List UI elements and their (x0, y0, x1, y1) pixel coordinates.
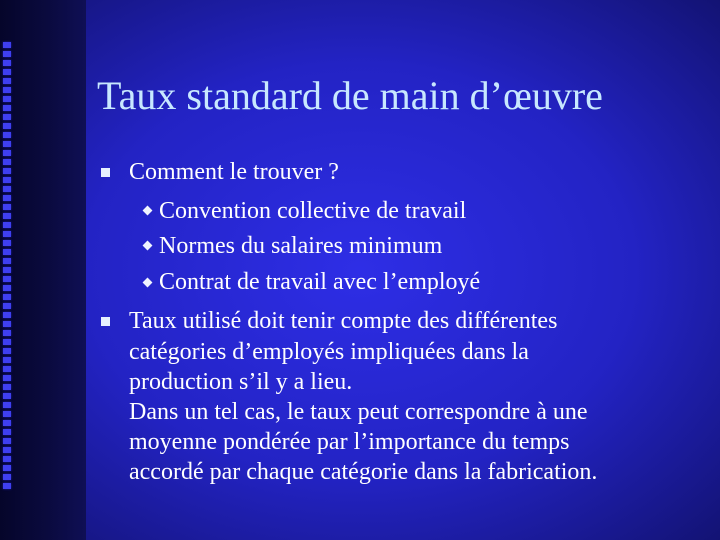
left-decorative-strip (0, 0, 86, 540)
strip-square (3, 258, 11, 264)
bullet-1-text: Comment le trouver ? (129, 159, 339, 185)
diamond-bullet-icon (143, 278, 153, 288)
strip-square (3, 474, 11, 480)
square-bullet-icon (101, 168, 110, 177)
strip-square (3, 114, 11, 120)
bullet-2-line-2: catégories d’employés impliquées dans la (129, 339, 529, 365)
strip-square (3, 204, 11, 210)
strip-square (3, 231, 11, 237)
strip-square (3, 51, 11, 57)
strip-square (3, 375, 11, 381)
square-bullet-icon (101, 317, 110, 326)
strip-square (3, 366, 11, 372)
strip-square (3, 249, 11, 255)
strip-square (3, 330, 11, 336)
strip-square (3, 78, 11, 84)
strip-square (3, 177, 11, 183)
bullet-2-line-4: Dans un tel cas, le taux peut correspondre à une (129, 399, 588, 425)
strip-square (3, 438, 11, 444)
bullet-2-line-6: accordé par chaque catégorie dans la fabrication. (129, 459, 598, 485)
strip-square (3, 411, 11, 417)
slide-title: Taux standard de main d’œuvre (97, 73, 603, 118)
strip-square (3, 312, 11, 318)
strip-square (3, 384, 11, 390)
strip-square (3, 267, 11, 273)
strip-square (3, 168, 11, 174)
strip-square (3, 222, 11, 228)
strip-square (3, 87, 11, 93)
strip-square (3, 60, 11, 66)
strip-square (3, 186, 11, 192)
strip-square (3, 96, 11, 102)
strip-square (3, 393, 11, 399)
strip-square (3, 456, 11, 462)
strip-square (3, 213, 11, 219)
strip-square (3, 321, 11, 327)
strip-square (3, 141, 11, 147)
strip-square (3, 123, 11, 129)
strip-square (3, 357, 11, 363)
subitem-3: Contrat de travail avec l’employé (159, 269, 481, 295)
strip-square (3, 105, 11, 111)
strip-square (3, 465, 11, 471)
bullet-2-line-3: production s’il y a lieu. (129, 369, 353, 395)
subitem-2: Normes du salaires minimum (159, 233, 443, 259)
strip-square (3, 195, 11, 201)
strip-square (3, 420, 11, 426)
diamond-bullet-icon (143, 241, 153, 251)
strip-square (3, 429, 11, 435)
strip-square (3, 42, 11, 48)
strip-square (3, 294, 11, 300)
strip-square (3, 483, 11, 489)
strip-square (3, 285, 11, 291)
strip-square (3, 150, 11, 156)
strip-square (3, 447, 11, 453)
strip-square (3, 348, 11, 354)
bullet-2-line-5: moyenne pondérée par l’importance du temps (129, 429, 570, 455)
strip-square (3, 339, 11, 345)
diamond-bullet-icon (143, 206, 153, 216)
strip-square (3, 132, 11, 138)
subitem-1: Convention collective de travail (159, 198, 467, 224)
strip-square (3, 159, 11, 165)
strip-square (3, 276, 11, 282)
strip-square (3, 240, 11, 246)
strip-square (3, 69, 11, 75)
strip-square (3, 303, 11, 309)
bullet-2-line-1: Taux utilisé doit tenir compte des différentes (129, 308, 558, 334)
strip-square (3, 402, 11, 408)
